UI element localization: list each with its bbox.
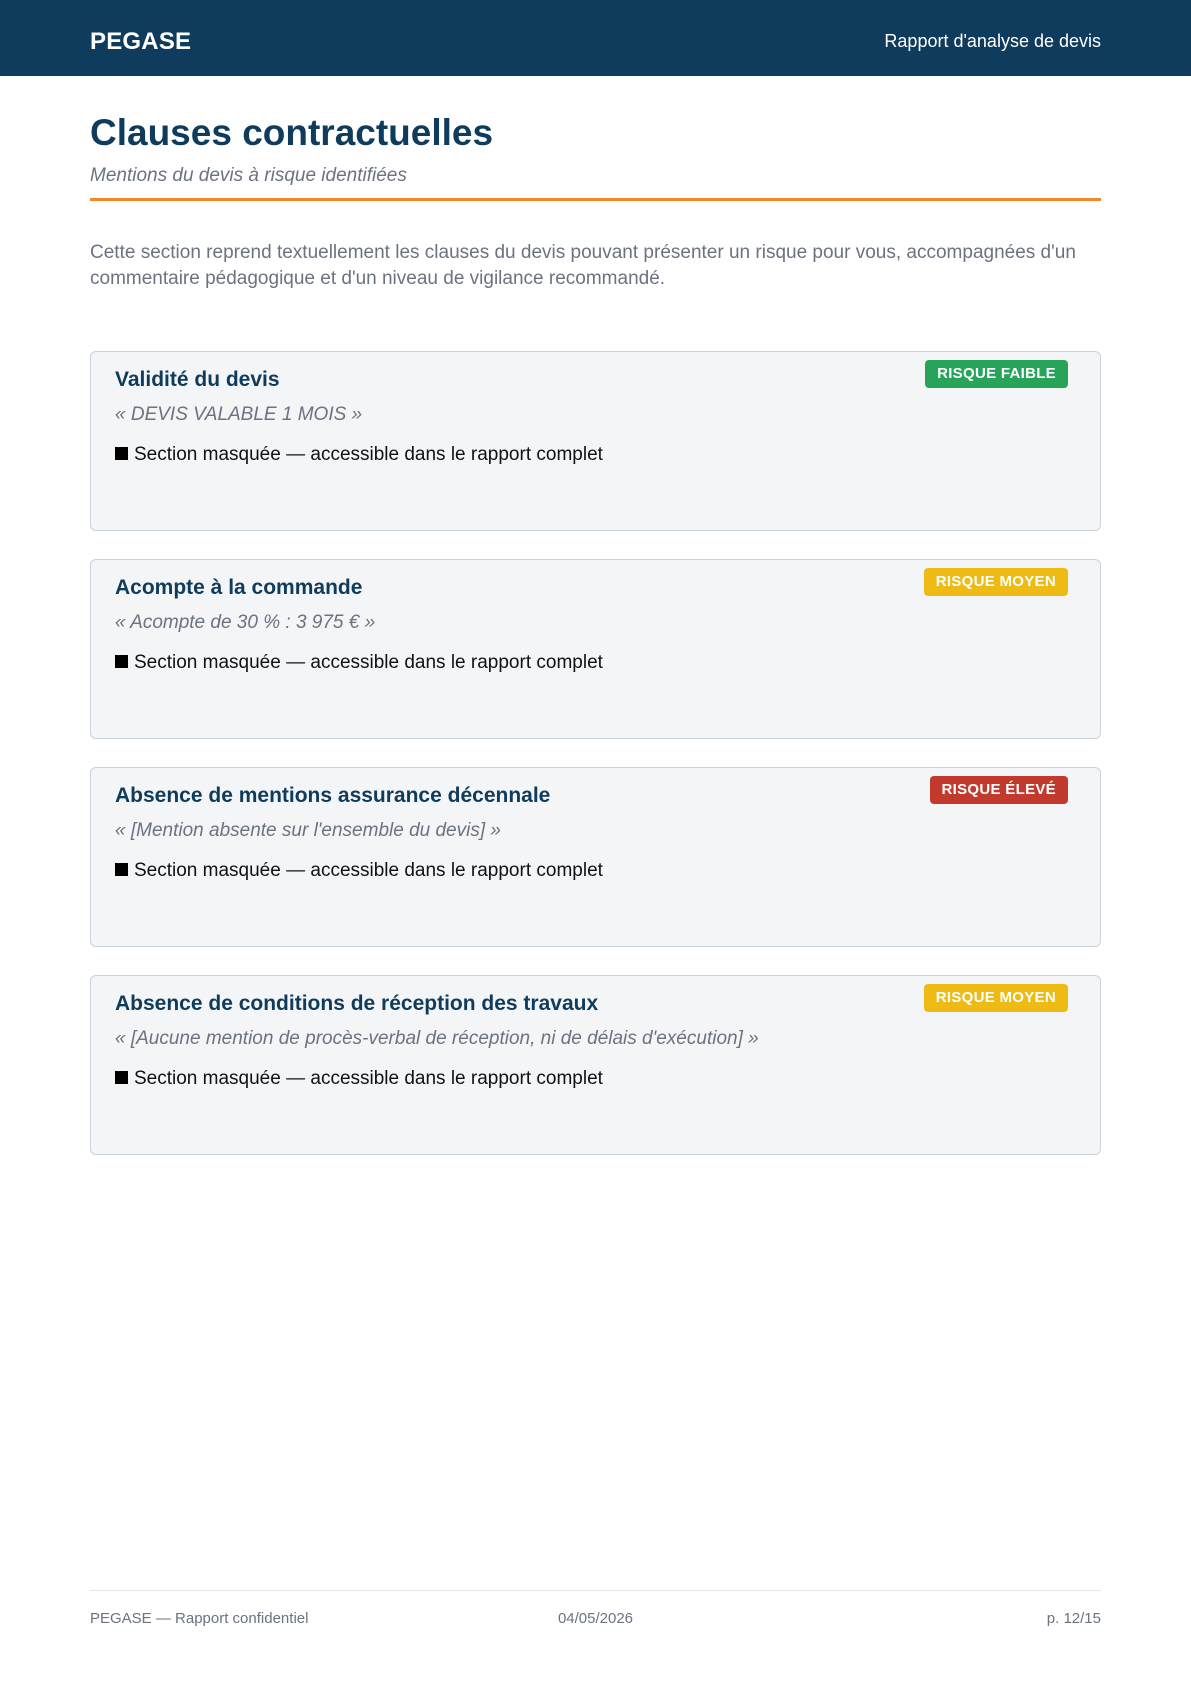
top-header-bar	[0, 0, 1191, 76]
intro-paragraph: Cette section reprend textuellement les clauses du devis pouvant présenter un risque pour vous, accompagnées d'un commentaire pédagogique et d'un niveau de vigilance recommandé.	[90, 242, 1076, 289]
risk-badge: RISQUE FAIBLE	[925, 360, 1068, 388]
footer-divider	[90, 1590, 1101, 1591]
masked-section	[115, 444, 603, 466]
clause-quote: « [Aucune mention de procès-verbal de réception, ni de délais d'exécution] »	[115, 1028, 759, 1049]
footer-date: 04/05/2026	[557, 1610, 634, 1627]
footer-page-number: p. 12/15	[1046, 1610, 1101, 1627]
masked-section-text: Section masquée — accessible dans le rapport complet	[134, 652, 603, 673]
clause-card	[90, 351, 1101, 531]
black-square-icon	[115, 1071, 128, 1084]
masked-section-text: Section masquée — accessible dans le rapport complet	[134, 860, 603, 881]
masked-section-text: Section masquée — accessible dans le rapport complet	[134, 444, 603, 465]
footer-confidential-label: PEGASE — Rapport confidentiel	[90, 1610, 309, 1627]
risk-badge: RISQUE MOYEN	[924, 568, 1068, 596]
clause-list	[90, 351, 1101, 1183]
clause-quote: « [Mention absente sur l'ensemble du devis] »	[115, 820, 501, 841]
clause-title: Absence de conditions de réception des travaux	[115, 992, 599, 1015]
clause-quote: « DEVIS VALABLE 1 MOIS »	[115, 404, 363, 425]
black-square-icon	[115, 863, 128, 876]
page-title: Clauses contractuelles	[90, 112, 494, 153]
page-subtitle: Mentions du devis à risque identifiées	[90, 165, 407, 186]
clause-title: Absence de mentions assurance décennale	[115, 784, 551, 807]
black-square-icon	[115, 655, 128, 668]
clause-quote: « Acompte de 30 % : 3 975 € »	[115, 612, 376, 633]
brand-logo-text: PEGASE	[90, 28, 192, 55]
clause-card	[90, 559, 1101, 739]
clause-card	[90, 767, 1101, 947]
title-divider	[90, 198, 1101, 201]
report-type-label: Rapport d'analyse de devis	[884, 31, 1101, 51]
masked-section	[115, 652, 603, 674]
black-square-icon	[115, 447, 128, 460]
masked-section	[115, 860, 603, 882]
clause-card	[90, 975, 1101, 1155]
clause-title: Acompte à la commande	[115, 576, 363, 599]
masked-section-text: Section masquée — accessible dans le rapport complet	[134, 1068, 603, 1089]
clause-title: Validité du devis	[115, 368, 280, 391]
risk-badge: RISQUE ÉLEVÉ	[930, 776, 1068, 804]
risk-badge: RISQUE MOYEN	[924, 984, 1068, 1012]
masked-section	[115, 1068, 603, 1090]
